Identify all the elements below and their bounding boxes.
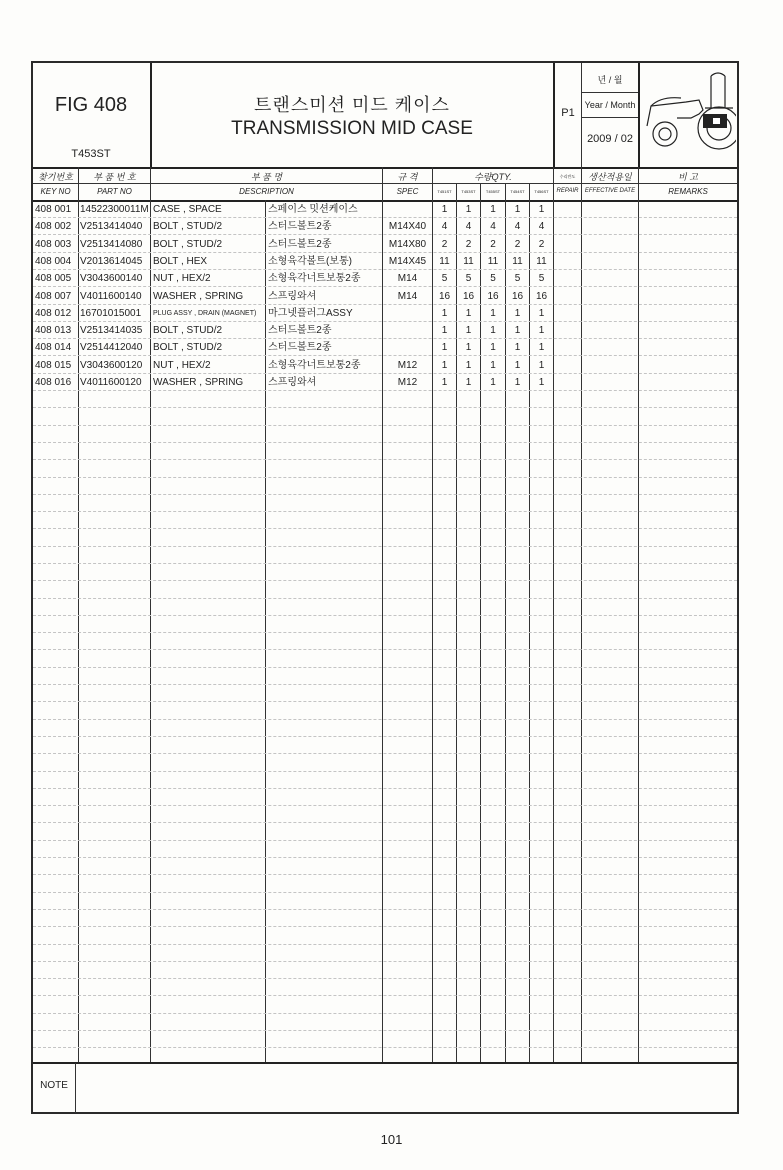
cell-qty: 1: [441, 377, 448, 388]
row-line: [33, 701, 737, 702]
description-header: DESCRIPTION: [239, 187, 294, 196]
cell-qty: 1: [490, 377, 496, 388]
cell-desc-ko: 스페이스 밋션케이스: [268, 204, 358, 215]
cell-desc-en: CASE , SPACE: [153, 204, 222, 215]
cell-qty: 1: [514, 360, 521, 371]
cell-qty: 11: [463, 256, 474, 267]
cell-qty: 1: [514, 308, 521, 319]
cell-qty: 1: [538, 342, 545, 353]
remarks-header-korean: 비 고: [678, 172, 698, 182]
cell-spec: M14X80: [388, 239, 427, 250]
row-line: [33, 494, 737, 495]
header-divider: [33, 167, 737, 169]
qty-model-1: T451ST: [437, 189, 452, 194]
row-line: [33, 840, 737, 841]
qty-model-3: T455ST: [485, 189, 501, 194]
cell-desc-en: BOLT , STUD/2: [153, 221, 223, 232]
row-line: [33, 805, 737, 806]
cell-spec: M14X40: [388, 221, 427, 232]
row-line: [33, 442, 737, 443]
note-label: NOTE: [40, 1080, 68, 1091]
row-line: [33, 892, 737, 893]
cell-qty: 1: [441, 325, 448, 336]
cell-qty: 1: [465, 377, 472, 388]
effective-date-header: EFFECTIVE DATE: [584, 188, 636, 194]
cell-spec: [383, 305, 432, 322]
row-line: [33, 753, 737, 754]
cell-spec: [383, 322, 432, 339]
cell-qty: 2: [514, 239, 521, 250]
row-line: [33, 736, 737, 737]
cell-desc-ko: 스터드볼트2종: [268, 325, 332, 336]
effective-date-header-korean: 생산적용일: [588, 172, 632, 182]
cell-part: V2513414080: [80, 239, 143, 250]
cell-qty: 1: [441, 360, 448, 371]
cell-qty: 2: [538, 239, 545, 250]
row-line: [33, 598, 737, 599]
page-title: TRANSMISSION MID CASE: [231, 118, 473, 139]
fig-label: FIG 408: [54, 94, 128, 116]
page-title-korean: 트랜스미션 미드 케이스: [254, 95, 450, 115]
row-line: [33, 615, 737, 616]
cell-qty: 16: [511, 291, 524, 302]
cell-key: 408 005: [35, 273, 72, 284]
cell-key: 408 004: [35, 256, 72, 267]
spec-header: SPEC: [396, 187, 419, 196]
cell-desc-en: BOLT , STUD/2: [153, 325, 223, 336]
cell-qty: 1: [465, 308, 472, 319]
year-month-korean: 년 / 월: [597, 75, 623, 85]
row-line: [33, 580, 737, 581]
cell-qty: 1: [490, 342, 496, 353]
page-indicator: P1: [561, 107, 575, 119]
cell-desc-en: NUT , HEX/2: [153, 360, 211, 371]
cell-qty: 5: [514, 273, 521, 284]
cell-key: 408 012: [35, 308, 72, 319]
row-line: [33, 407, 737, 408]
remarks-header: REMARKS: [668, 187, 708, 196]
row-line: [33, 684, 737, 685]
cell-qty: 1: [465, 204, 472, 215]
header-vline-date: [638, 63, 640, 167]
cell-desc-en: NUT , HEX/2: [153, 273, 211, 284]
qty-model-5: T456ST: [534, 189, 549, 194]
row-line: [33, 788, 737, 789]
cell-part: V3043600120: [80, 360, 143, 371]
row-line: [33, 667, 737, 668]
cell-desc-ko: 소형육각너트보통2종: [268, 360, 361, 371]
year-month-label: Year / Month: [584, 100, 636, 110]
cell-qty: 1: [490, 360, 496, 371]
row-line: [33, 719, 737, 720]
cell-spec: M12: [397, 360, 418, 371]
cell-qty: 1: [465, 360, 472, 371]
cell-key: 408 001: [35, 204, 72, 215]
cell-qty: 2: [465, 239, 472, 250]
cell-spec: M12: [397, 377, 418, 388]
ym-divider-1: [582, 92, 638, 93]
cell-qty: 1: [465, 342, 472, 353]
row-line: [33, 978, 737, 979]
cell-part: V2513414040: [80, 221, 143, 232]
row-line: [33, 857, 737, 858]
cell-qty: 11: [536, 256, 547, 267]
cell-desc-ko: 스터드볼트2종: [268, 342, 332, 353]
cell-qty: 4: [490, 221, 496, 232]
cell-part: V4011600120: [80, 377, 142, 388]
cell-desc-ko: 스터드볼트2종: [268, 221, 332, 232]
row-line: [33, 649, 737, 650]
cell-qty: 5: [490, 273, 496, 284]
cell-qty: 11: [439, 256, 450, 267]
row-line: [33, 477, 737, 478]
key-no-header: KEY NO: [40, 187, 71, 196]
row-line: [33, 563, 737, 564]
ym-divider-2: [582, 117, 638, 118]
cell-key: 408 014: [35, 342, 72, 353]
cell-qty: 1: [441, 204, 448, 215]
cell-desc-en: BOLT , HEX: [153, 256, 208, 267]
revision-date: 2009 / 02: [587, 133, 633, 145]
cell-key: 408 013: [35, 325, 72, 336]
cell-qty: 16: [487, 291, 499, 302]
cell-part: V2013614045: [80, 256, 143, 267]
note-divider: [33, 1062, 737, 1064]
cell-qty: 16: [438, 291, 451, 302]
spec-header-korean: 규 격: [397, 172, 418, 182]
row-line: [33, 528, 737, 529]
row-line: [33, 822, 737, 823]
row-line: [33, 546, 737, 547]
row-line: [33, 1030, 737, 1031]
cell-qty: 1: [538, 204, 545, 215]
cell-qty: 1: [441, 308, 448, 319]
cell-qty: 1: [538, 377, 545, 388]
cell-qty: 5: [441, 273, 448, 284]
cell-desc-en: PLUG ASSY , DRAIN (MAGNET): [153, 310, 257, 317]
cell-qty: 2: [441, 239, 448, 250]
cell-qty: 1: [465, 325, 472, 336]
row-line: [33, 909, 737, 910]
part-no-header-korean: 부 품 번 호: [93, 172, 136, 182]
part-no-header: PART NO: [97, 187, 132, 196]
cell-qty: 1: [514, 204, 521, 215]
cell-key: 408 002: [35, 221, 72, 232]
cell-qty: 1: [490, 308, 496, 319]
cell-key: 408 003: [35, 239, 72, 250]
cell-qty: 4: [441, 221, 448, 232]
cell-qty: 4: [514, 221, 521, 232]
cell-desc-ko: 소형육각너트보통2종: [268, 273, 361, 284]
cell-spec: [383, 201, 432, 218]
row-line: [33, 1013, 737, 1014]
cell-desc-ko: 스프링와셔: [268, 291, 317, 302]
row-line: [33, 1047, 737, 1048]
cell-qty: 1: [514, 325, 521, 336]
cell-qty: 16: [462, 291, 475, 302]
cell-qty: 1: [538, 325, 545, 336]
row-line: [33, 995, 737, 996]
cell-spec: [383, 339, 432, 356]
cell-qty: 1: [441, 342, 448, 353]
cell-qty: 16: [535, 291, 548, 302]
cell-spec: M14: [397, 273, 418, 284]
cell-key: 408 015: [35, 360, 72, 371]
cell-desc-ko: 스터드볼트2종: [268, 239, 332, 250]
description-header-korean: 부 품 명: [250, 172, 283, 182]
cell-desc-ko: 소형육각볼트(보통): [268, 256, 352, 267]
cell-desc-en: BOLT , STUD/2: [153, 239, 223, 250]
cell-desc-en: WASHER , SPRING: [153, 291, 244, 302]
cell-qty: 1: [538, 308, 545, 319]
cell-part: V2513414035: [80, 325, 143, 336]
note-vline: [75, 1063, 76, 1113]
page-number: 101: [380, 1132, 403, 1147]
cell-spec: M14X45: [388, 256, 427, 267]
cell-desc-ko: 마그넷플러그ASSY: [268, 308, 353, 319]
cell-part: V2514412040: [80, 342, 143, 353]
cell-qty: 5: [538, 273, 545, 284]
cell-key: 408 016: [35, 377, 72, 388]
repair-header: REPAIR: [556, 188, 579, 194]
model-label: T453ST: [71, 148, 111, 160]
qty-model-4: T454ST: [510, 189, 525, 194]
tractor-icon: [641, 66, 736, 164]
cell-part: V3043600140: [80, 273, 143, 284]
row-line: [33, 926, 737, 927]
key-no-header-korean: 찾기번호: [38, 172, 73, 182]
qty-model-2: T453ST: [461, 189, 476, 194]
cell-qty: 11: [512, 256, 523, 267]
cell-qty: 2: [490, 239, 496, 250]
cell-desc-ko: 스프링와셔: [268, 377, 317, 388]
row-line: [33, 961, 737, 962]
cell-desc-en: WASHER , SPRING: [153, 377, 244, 388]
cell-spec: M14: [397, 291, 418, 302]
repair-header-korean: 수리반도: [559, 174, 576, 179]
row-line: [33, 771, 737, 772]
row-line: [33, 632, 737, 633]
cell-part: V4011600140: [80, 291, 142, 302]
cell-desc-en: BOLT , STUD/2: [153, 342, 223, 353]
row-line: [33, 944, 737, 945]
cell-part: 14522300011M: [80, 204, 149, 215]
cell-qty: 4: [465, 221, 472, 232]
cell-qty: 1: [490, 204, 496, 215]
qty-header: 수량QTY.: [474, 172, 512, 182]
cell-qty: 4: [538, 221, 545, 232]
col-line-desc-mid: [265, 200, 266, 1062]
cell-qty: 5: [465, 273, 472, 284]
cell-qty: 1: [514, 342, 521, 353]
cell-qty: 11: [487, 256, 499, 267]
header-vline-title: [553, 63, 555, 167]
row-line: [33, 511, 737, 512]
cell-qty: 1: [490, 325, 496, 336]
cell-part: 16701015001: [80, 308, 142, 319]
cell-qty: 1: [514, 377, 521, 388]
qty-subheader-line: [434, 183, 552, 184]
column-header-mid: [33, 183, 737, 184]
row-line: [33, 874, 737, 875]
row-line: [33, 459, 737, 460]
cell-key: 408 007: [35, 291, 72, 302]
cell-qty: 1: [538, 360, 545, 371]
row-line: [33, 425, 737, 426]
